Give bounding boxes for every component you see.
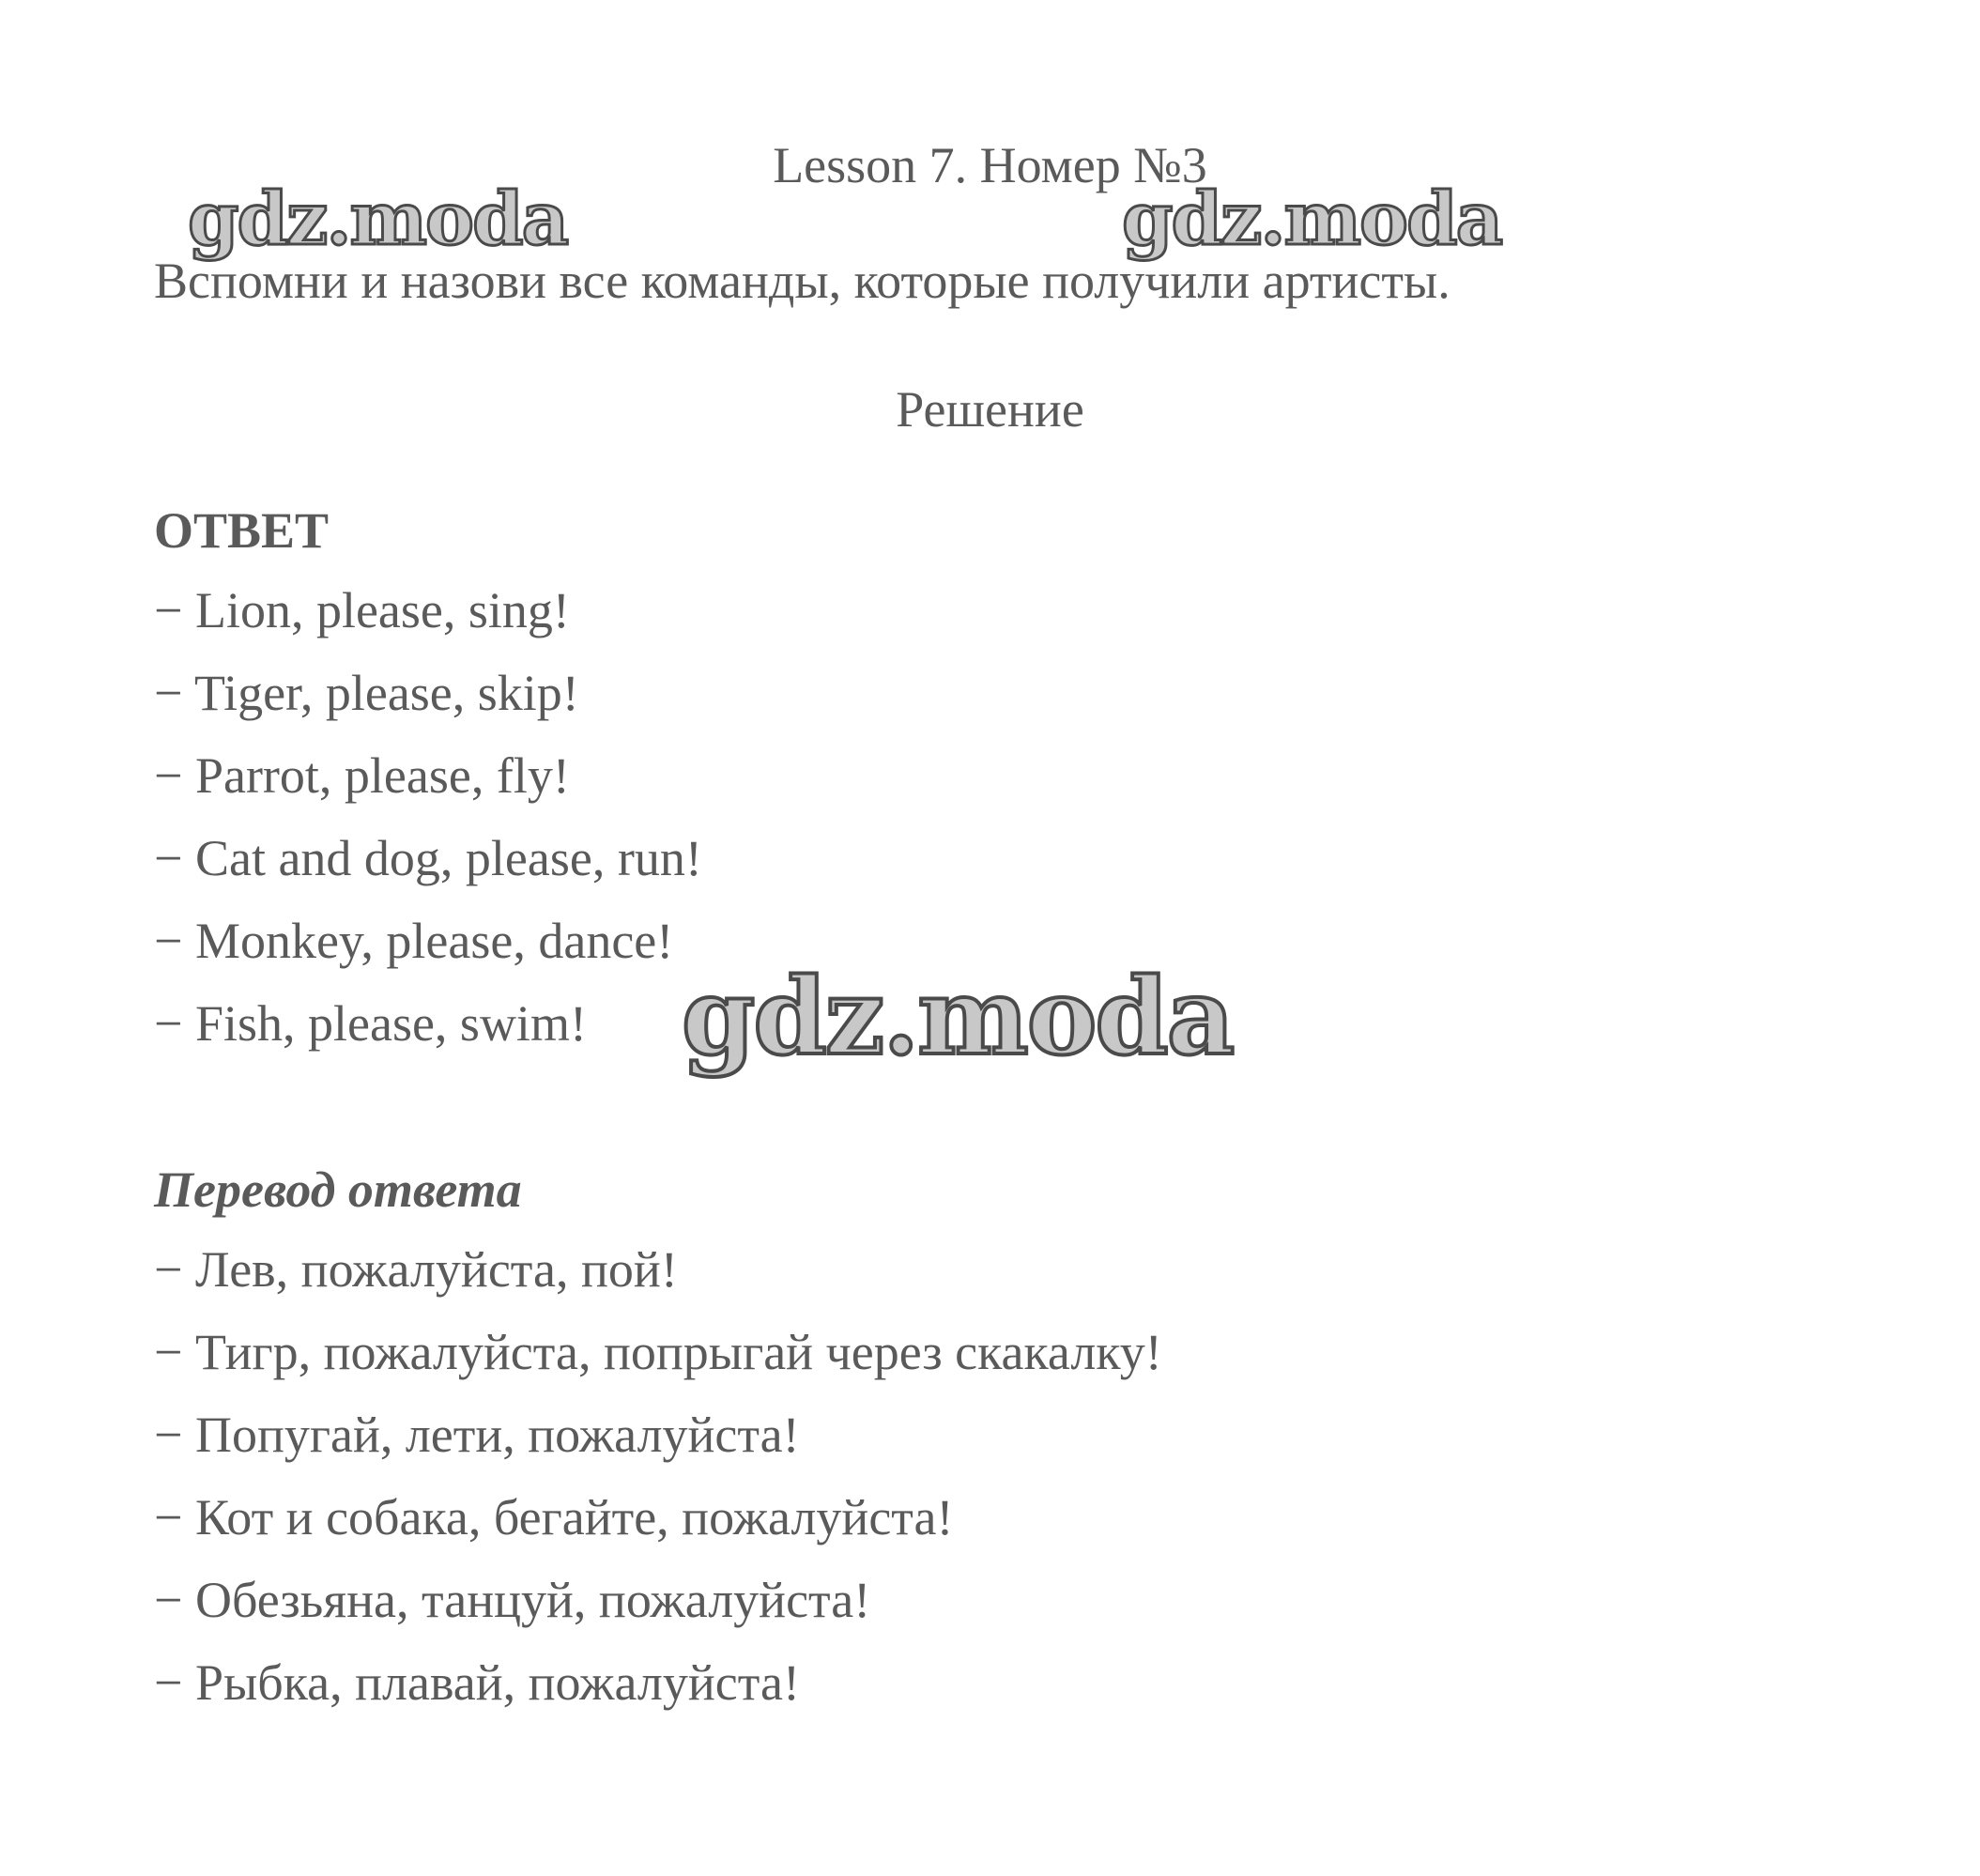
answer-line: − Cat and dog, please, run!: [154, 830, 702, 886]
translation-list: [154, 1241, 1162, 1737]
answer-line: − Tiger, please, skip!: [154, 665, 579, 721]
answer-line: − Monkey, please, dance!: [154, 913, 674, 969]
lesson-title: Lesson 7. Номер №3: [773, 137, 1207, 193]
watermark: gdz.moda: [1122, 177, 1502, 262]
translation-line: − Тигр, пожалуйста, попрыгай через скакалку!: [154, 1324, 1162, 1380]
answer-list: [154, 582, 702, 1078]
answer-line: − Parrot, please, fly!: [154, 747, 570, 804]
translation-line: − Лев, пожалуйста, пой!: [154, 1241, 678, 1298]
answer-line: − Lion, please, sing!: [154, 582, 570, 638]
translation-heading: Перевод ответа: [154, 1161, 522, 1218]
translation-line: − Обезьяна, танцуй, пожалуйста!: [154, 1572, 871, 1628]
task-text: Вспомни и назови все команды, которые получили артисты.: [154, 253, 1450, 309]
translation-line: − Рыбка, плавай, пожалуйста!: [154, 1654, 800, 1711]
answer-line: − Fish, please, swim!: [154, 995, 587, 1052]
answer-heading: ОТВЕТ: [154, 502, 330, 559]
solution-heading: Решение: [896, 381, 1084, 438]
translation-line: − Кот и собака, бегайте, пожалуйста!: [154, 1489, 954, 1545]
translation-line: − Попугай, лети, пожалуйста!: [154, 1407, 800, 1463]
watermark: gdz.moda: [682, 956, 1234, 1079]
watermark: gdz.moda: [188, 177, 568, 262]
